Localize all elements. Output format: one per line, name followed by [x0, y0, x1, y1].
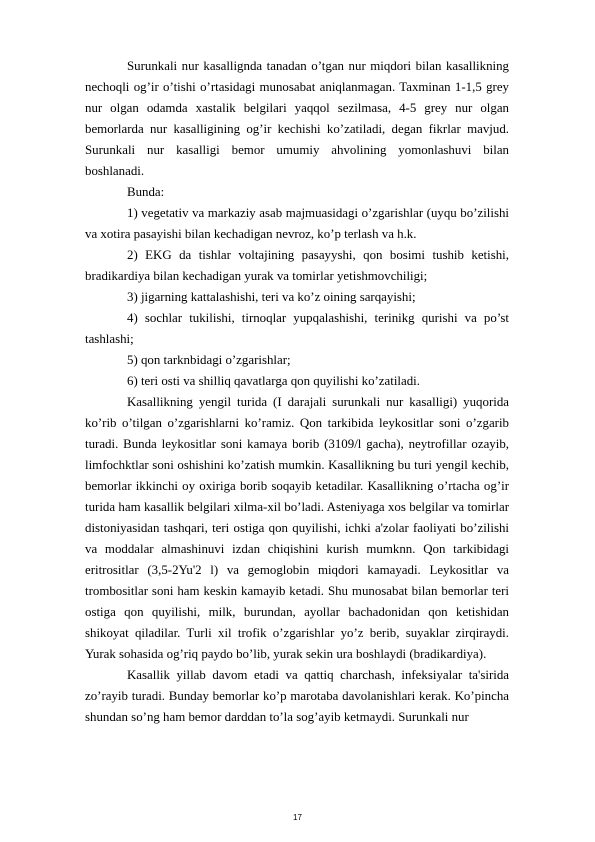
list-item-1: 1) vegetativ va markaziy asab majmuasidagi o’zgarishlar (uyqu bo’zilishi va xotira pasayishi bilan kechadigan nevroz, ko’p terlash va h.k. — [85, 206, 509, 241]
paragraph-mild-form: Kasallikning yengil turida (I darajali surunkali nur kasalligi) yuqorida ko’rib o’tilgan o’zgarishlarni ko’ramiz. Qon tarkibida leykositlar soni o’zgarib turadi. Bunda leykositlar soni kamaya borib (3109/l gacha), neytrofillar ozayib, limfochktlar soni oshishini ko’zatish mumkin. Kasallikning bu turi yengil kechib, bemorlar ikkinchi oy oxiriga borib soqayib ketadilar. Kasallikning o’rtacha og’ir turida ham kasallik belgilari xilma-xil bo’ladi. Asteniyaga xos belgilar va tomirlar distoniyasidan tashqari, teri ostiga qon quyilishi, ichki a'zolar faoliyati bo’zilishi va moddalar almashinuvi izdan chiqishini kurish mumknn. Qon tarkibidagi eritrositlar (3,5-2Yu'2 l) va gemoglobin miqdori kamayadi. Leykositlar va trombositlar soni ham keskin kamayib ketadi. Shu munosabat bilan bemorlar teri ostiga qon quyilishi, milk, burundan, ayollar bachadonidan qon ketishidan shikoyat qiladilar. Turli xil trofik o’zgarishlar yo’z berib, suyaklar zirqiraydi. Yurak sohasida og’riq paydo bo’lib, yurak sekin ura boshlaydi (bradikardiya). — [85, 395, 509, 661]
paragraph-intro: Surunkali nur kasallignda tanadan o’tgan nur miqdori bilan kasallikning nechoqli og’ir o’tishi o’rtasidagi munosabat aniqlanmagan. Taxminan 1-1,5 grey nur olgan odamda xastalik belgilari yaqqol sezilmasa, 4-5 grey nur olgan bemorlarda nur kasalligining og’ir kechishi ko’zatiladi, degan fikrlar mavjud. Surunkali nur kasalligi bemor umumiy ahvolining yomonlashuvi bilan boshlanadi. — [85, 59, 509, 178]
list-item-2: 2) EKG da tishlar voltajining pasayyshi, qon bosimi tushib ketishi, bradikardiya bilan kechadigan yurak va tomirlar yetishmovchiligi; — [85, 248, 509, 283]
list-item-4: 4) sochlar tukilishi, tirnoqlar yupqalashishi, terinikg qurishi va po’st tashlashi; — [85, 311, 509, 346]
paragraph-course: Kasallik yillab davom etadi va qattiq charchash, infeksiyalar ta'sirida zo’rayib turadi. Bunday bemorlar ko’p marotaba davolanishlari kerak. Ko’pincha shundan so’ng ham bemor darddan to’la sog’ayib ketmaydi. Surunkali nur — [85, 668, 509, 724]
page-number: 17 — [293, 813, 302, 822]
paragraph-bunda: Bunda: — [127, 185, 165, 199]
list-item-6: 6) teri osti va shilliq qavatlarga qon quyilishi ko’zatiladi. — [127, 374, 420, 388]
document-body — [85, 56, 509, 728]
list-item-5: 5) qon tarknbidagi o’zgarishlar; — [127, 353, 291, 367]
list-item-3: 3) jigarning kattalashishi, teri va ko’z oining sarqayishi; — [127, 290, 416, 304]
